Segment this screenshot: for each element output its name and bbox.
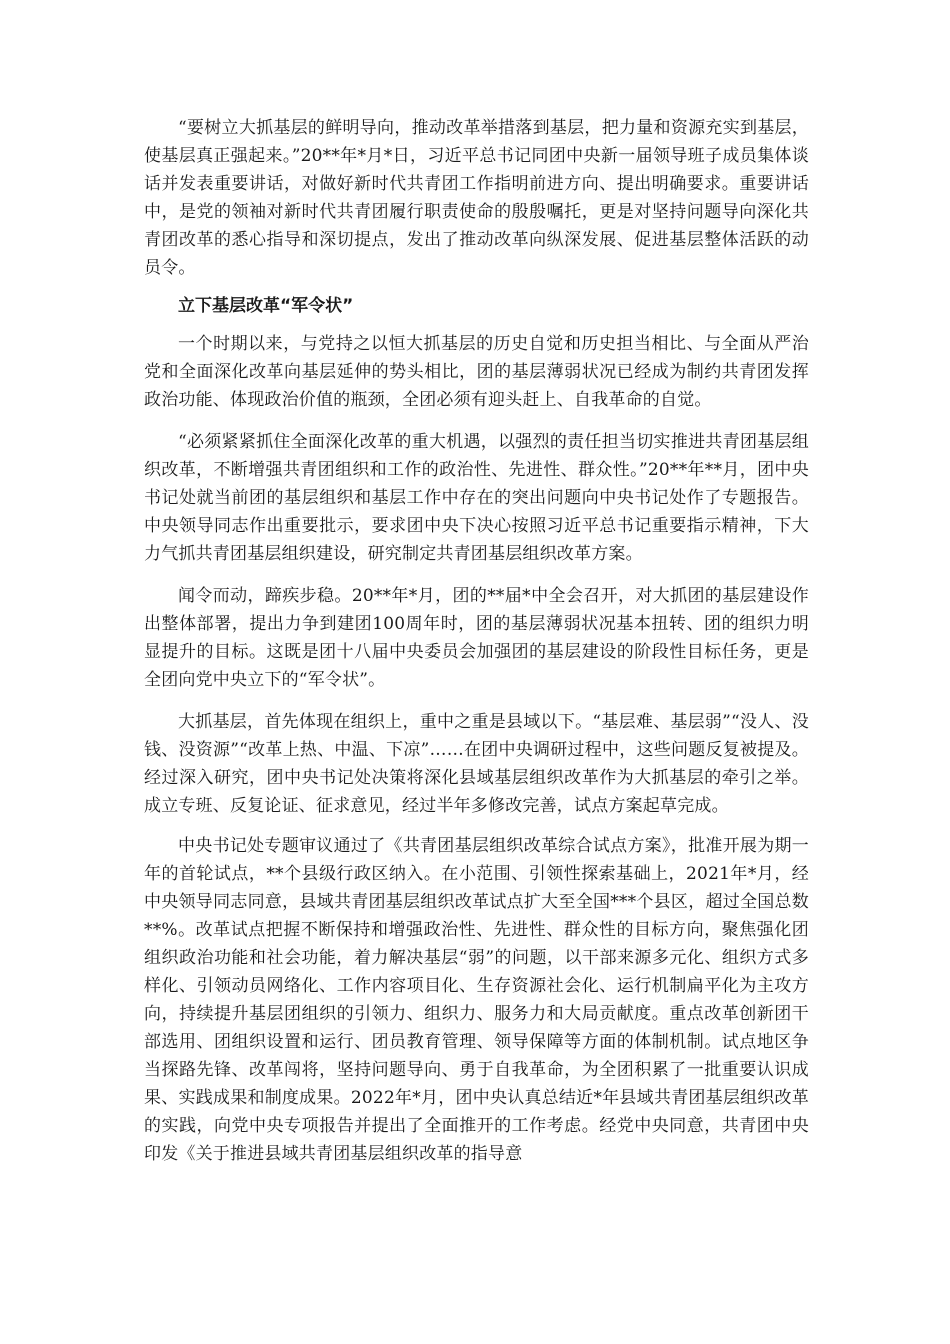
paragraph-3: “必须紧紧抓住全面深化改革的重大机遇，以强烈的责任担当切实推进共青团基层组织改革，不断增强共青团组织和工作的政治性、先进性、群众性。”20**年**月，团中央书记处就当前团的基层组织和基层工作中存在的突出问题向中央书记处作了专题报告。中央领导同志作出重要批示，要求团中央下决心按照习近平总书记重要指示精神，下大力气抓共青团基层组织建设，研究制定共青团基层组织改革方案。 <box>144 432 809 564</box>
section-heading: 立下基层改革“军令状” <box>178 296 354 316</box>
paragraph-6: 中央书记处专题审议通过了《共青团基层组织改革综合试点方案》，批准开展为期一年的首轮试点，**个县级行政区纳入。在小范围、引领性探索基础上，2021年*月，经中央领导同志同意，县域共青团基层组织改革试点扩大至全国***个县区，超过全国总数**%。改革试点把握不断保持和增强政治性、先进性、群众性的目标方向，聚焦强化团组织政治功能和社会功能，着力解决基层“弱”的问题，以干部来源多元化、组织方式多样化、引领动员网络化、工作内容项目化、生存资源社会化、运行机制扁平化为主攻方向，持续提升基层团组织的引领力、组织力、服务力和大局贡献度。重点改革创新团干部选用、团组织设置和运行、团员教育管理、领导保障等方面的体制机制。试点地区争当探路先锋、改革闯将，坚持问题导向、勇于自我革命，为全团积累了一批重要认识成果、实践成果和制度成果。2022年*月，团中央认真总结近*年县域共青团基层组织改革的实践，向党中央专项报告并提出了全面推开的工作考虑。经党中央同意，共青团中央印发《关于推进县域共青团基层组织改革的指导意 <box>144 836 809 1164</box>
paragraph-5: 大抓基层，首先体现在组织上，重中之重是县域以下。“基层难、基层弱”“没人、没钱、没资源”“改革上热、中温、下凉”……在团中央调研过程中，这些问题反复被提及。经过深入研究，团中央书记处决策将深化县域基层组织改革作为大抓基层的牵引之举。成立专班、反复论证、征求意见，经过半年多修改完善，试点方案起草完成。 <box>144 712 809 816</box>
document-body <box>144 114 809 1168</box>
paragraph-4: 闻令而动，蹄疾步稳。20**年*月，团的**届*中全会召开，对大抓团的基层建设作出整体部署，提出力争到建团100周年时，团的基层薄弱状况基本扭转、团的组织力明显提升的目标。这既是团十八届中央委员会加强团的基层建设的阶段性目标任务，更是全团向党中央立下的“军令状”。 <box>144 586 809 690</box>
paragraph-1: “要树立大抓基层的鲜明导向，推动改革举措落到基层，把力量和资源充实到基层，使基层真正强起来。”20**年*月*日，习近平总书记同团中央新一届领导班子成员集体谈话并发表重要讲话，对做好新时代共青团工作指明前进方向、提出明确要求。重要讲话中，是党的领袖对新时代共青团履行职责使命的殷殷嘱托，更是对坚持问题导向深化共青团改革的悉心指导和深切提点，发出了推动改革向纵深发展、促进基层整体活跃的动员令。 <box>144 118 809 278</box>
paragraph-2: 一个时期以来，与党持之以恒大抓基层的历史自觉和历史担当相比、与全面从严治党和全面深化改革向基层延伸的势头相比，团的基层薄弱状况已经成为制约共青团发挥政治功能、体现政治价值的瓶颈，全团必须有迎头赶上、自我革命的自觉。 <box>144 334 809 410</box>
